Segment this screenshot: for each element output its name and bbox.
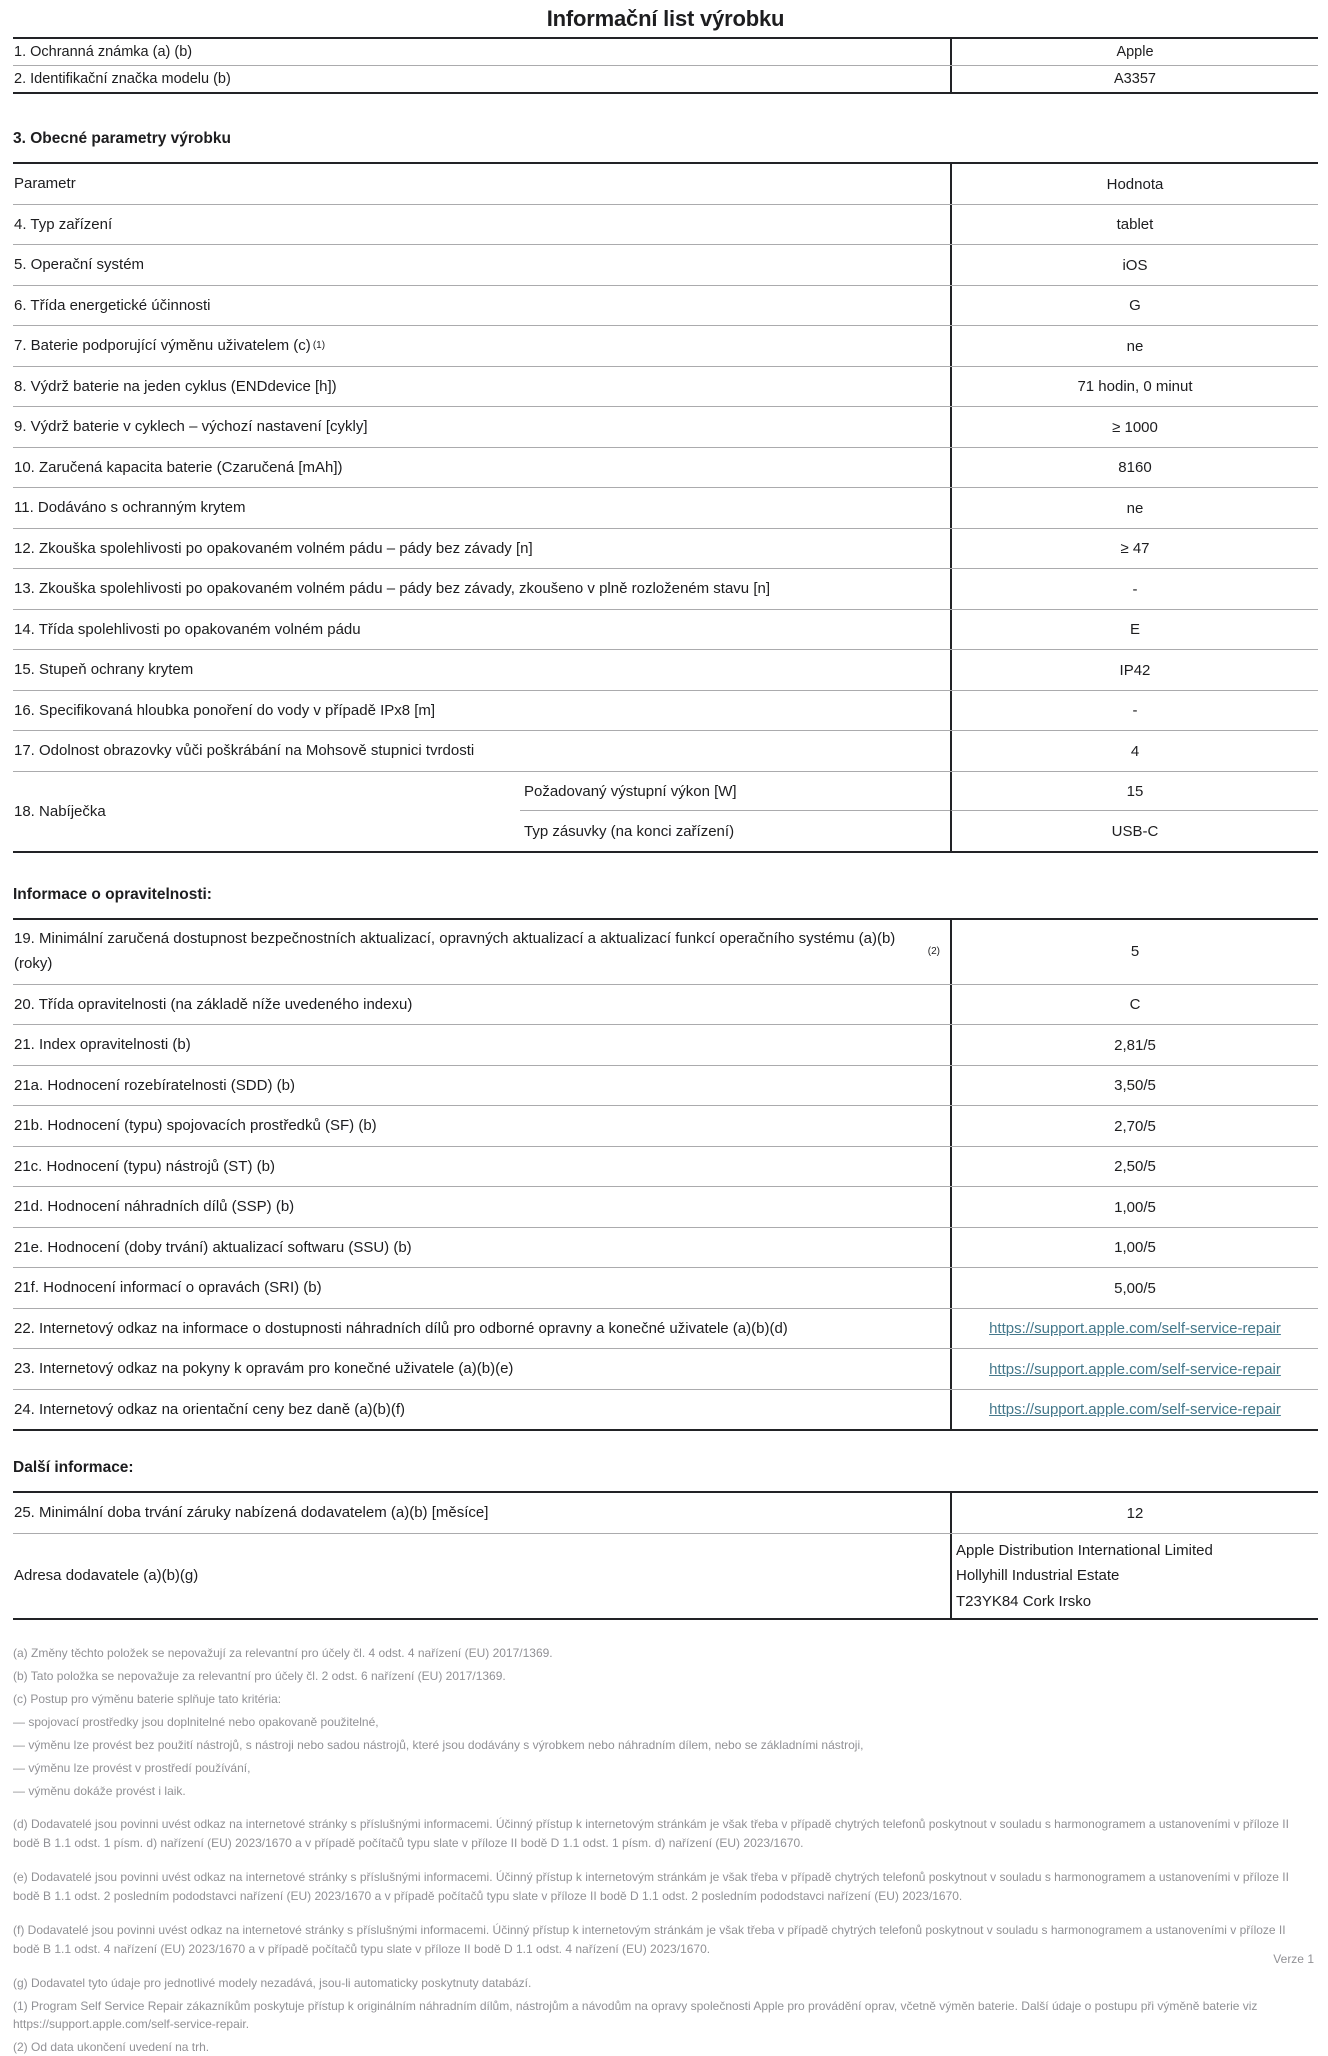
row-value: ≥ 47 [950,529,1318,569]
row-value: 2,81/5 [950,1025,1318,1065]
table-row [13,1227,1318,1268]
row-label: 21b. Hodnocení (typu) spojovacích prostředků (SF) (b) [14,1117,377,1135]
table-row [13,528,1318,569]
self-service-repair-link[interactable]: https://support.apple.com/self-service-repair [989,1401,1281,1419]
table-row [13,1348,1318,1389]
page-title: Informační list výrobku [546,6,785,31]
row-label: 17. Odolnost obrazovky vůči poškrábání na Mohsově stupnici tvrdosti [14,742,475,760]
table-row-charger [13,771,1318,851]
footnote-a: (a) Změny těchto položek se nepovažují za relevantní pro účely čl. 4 odst. 4 nařízení (EU) 2017/1369. [13,1646,553,1661]
row-label: 21c. Hodnocení (typu) nástrojů (ST) (b) [14,1157,275,1175]
row-value: - [950,691,1318,731]
row-label: 20. Třída opravitelnosti (na základě níže uvedeného indexu) [14,995,413,1013]
self-service-repair-link[interactable]: https://support.apple.com/self-service-repair [989,1360,1281,1378]
table-row-supplier-address [13,1533,1318,1619]
self-service-repair-link[interactable]: https://support.apple.com/self-service-repair [989,1320,1281,1338]
row-label: 22. Internetový odkaz na informace o dostupnosti náhradních dílů pro odborné opravny a konečné uživatele (a)(b)(d) [14,1319,788,1337]
table-row [13,920,1318,984]
table-row [13,285,1318,326]
section-heading-general: 3. Obecné parametry výrobku [13,130,231,148]
row-label: 16. Specifikovaná hloubka ponoření do vody v případě IPx8 [m] [14,701,436,719]
table-row [13,65,1318,92]
row-label: 11. Dodáváno s ochranným krytem [14,499,246,517]
row-value: 1,00/5 [950,1228,1318,1268]
table-header-row [13,164,1318,204]
table-row [13,487,1318,528]
charger-sub-value: USB-C [950,811,1318,851]
row-label: 10. Zaručená kapacita baterie (Czaručená [mAh]) [14,458,343,476]
row-value: ≥ 1000 [950,407,1318,447]
table-row [13,1493,1318,1533]
row-value: - [950,569,1318,609]
row-value: 1,00/5 [950,1187,1318,1227]
table-row [13,690,1318,731]
supplier-address-line: Hollyhill Industrial Estate [955,1567,1120,1585]
table-row [13,204,1318,245]
footnote-1: (1) Program Self Service Repair zákazníkům poskytuje přístup k originálním náhradním dílům, nástrojům a návodům na opravy společnosti Apple pro provádění oprav, včetně výměn baterie. Další údaje o postupu při výměně baterie viz https://support.apple.com/self-service-repair. [13,1999,1258,2032]
supplier-address-line: Apple Distribution International Limited [955,1541,1213,1559]
table-row [13,1024,1318,1065]
table-row [13,366,1318,407]
general-parameters-table [13,162,1318,853]
section-heading-additional: Další informace: [13,1459,134,1477]
identification-table [13,37,1318,94]
table-row [13,1186,1318,1227]
row-value: C [950,985,1318,1025]
footnote-e: (e) Dodavatelé jsou povinni uvést odkaz na internetové stránky s příslušnými informacemi. Účinný přístup k internetovým stránkám je však třeba v případě chytrých telefonů poskytnout v souladu s harmonogramem a ustanoveními v příloze II bodě B 1.1 odst. 2 posledním pododstavci nařízení (EU) 2023/1670 a v případě počítačů typu slate v příloze II bodě D 1.1 odst. 2 posledním pododstavci nařízení (EU) 2023/1670. [13,1870,1289,1904]
row-value: ne [950,488,1318,528]
footnote-c-item: — spojovací prostředky jsou doplnitelné nebo opakovaně použitelné, [13,1715,379,1730]
row-value: IP42 [950,650,1318,690]
table-row [13,649,1318,690]
footnote-c: (c) Postup pro výměnu baterie splňuje tato kritéria: [13,1692,282,1707]
row-value: 3,50/5 [950,1066,1318,1106]
row-label: 7. Baterie podporující výměnu uživatelem (c) (1) [13,326,950,366]
table-row [13,1389,1318,1430]
row-label: 21. Index opravitelnosti (b) [14,1036,191,1054]
row-label: 12. Zkouška spolehlivosti po opakovaném volném pádu – pády bez závady [n] [14,539,533,557]
footnote-c-item: — výměnu dokáže provést i laik. [13,1784,186,1799]
footnotes-section [13,1644,1318,2056]
table-row [13,1146,1318,1187]
row-value: 2,50/5 [950,1147,1318,1187]
row-label: 18. Nabíječka [14,802,106,820]
row-value: 12 [950,1493,1318,1533]
row-value: 8160 [950,448,1318,488]
row-label: 5. Operační systém [14,256,145,274]
row-value: tablet [950,205,1318,245]
row-value: 2,70/5 [950,1106,1318,1146]
row-value: iOS [950,245,1318,285]
row-value: E [950,610,1318,650]
table-row [13,1308,1318,1349]
row-label: 9. Výdrž baterie v cyklech – výchozí nastavení [cykly] [14,418,368,436]
table-row [13,984,1318,1025]
table-row [13,406,1318,447]
column-header-value: Hodnota [950,164,1318,204]
row-value: ne [950,326,1318,366]
row-label: 2. Identifikační značka modelu (b) [14,70,231,87]
footnote-b: (b) Tato položka se nepovažuje za relevantní pro účely čl. 2 odst. 6 nařízení (EU) 2017/1369. [13,1669,506,1684]
table-row [13,568,1318,609]
table-row [13,325,1318,366]
table-row [13,244,1318,285]
row-value: G [950,286,1318,326]
charger-sub-value: 15 [950,772,1318,812]
version-label: Verze 1 [1273,1952,1314,1966]
row-value: 71 hodin, 0 minut [950,367,1318,407]
footnote-f: (f) Dodavatelé jsou povinni uvést odkaz na internetové stránky s příslušnými informacemi. Účinný přístup k internetovým stránkám je však třeba v případě chytrých telefonů poskytnout v souladu s harmonogramem a ustanoveními v příloze II bodě B 1.1 odst. 4 nařízení (EU) 2023/1670 a v případě počítačů typu slate v příloze II bodě D 1.1 odst. 4 nařízení (EU) 2023/1670. [13,1923,1286,1957]
supplier-address [950,1534,1318,1619]
row-label-text: 7. Baterie podporující výměnu uživatelem (c) [14,337,311,355]
row-label: 25. Minimální doba trvání záruky nabízená dodavatelem (a)(b) [měsíce] [14,1504,489,1522]
row-label-text: 19. Minimální zaručená dostupnost bezpečnostních aktualizací, opravných aktualizací a aktualizací funkcí operačního systému (a)(b)(roky) [14,930,896,972]
table-row [13,1267,1318,1308]
footnote-c-item: — výměnu lze provést v prostředí používání, [13,1761,251,1776]
section-heading-repairability: Informace o opravitelnosti: [13,885,212,903]
row-label: 21d. Hodnocení náhradních dílů (SSP) (b) [14,1198,295,1216]
footnote-c-item: — výměnu lze provést bez použití nástrojů, s nástroji nebo sadou nástrojů, které jsou dodávány s výrobkem nebo náhradním dílem, nebo se základními nástroji, [13,1738,864,1753]
column-header-parameter: Parametr [14,175,76,193]
charger-sub-label: Typ zásuvky (na konci zařízení) [523,822,735,840]
supplier-address-line: T23YK84 Cork Irsko [955,1592,1092,1610]
repairability-table [13,918,1318,1432]
row-label: 23. Internetový odkaz na pokyny k opravám pro konečné uživatele (a)(b)(e) [14,1360,514,1378]
row-label: 21f. Hodnocení informací o opravách (SRI) (b) [14,1279,322,1297]
table-row [13,1105,1318,1146]
row-label: Adresa dodavatele (a)(b)(g) [14,1567,199,1585]
row-label: 13. Zkouška spolehlivosti po opakovaném volném pádu – pády bez závady, zkoušeno v plně rozloženém stavu [n] [14,580,770,598]
charger-sub-label: Požadovaný výstupní výkon [W] [520,772,950,812]
additional-information-table [13,1491,1318,1620]
table-row [13,609,1318,650]
row-label: 8. Výdrž baterie na jeden cyklus (ENDdevice [h]) [14,377,337,395]
row-value: 4 [950,731,1318,771]
row-value: 5 [950,920,1318,984]
footnote-g: (g) Dodavatel tyto údaje pro jednotlivé modely nezadává, jsou-li automaticky poskytnuty databází. [13,1976,532,1991]
row-value [950,1390,1318,1430]
row-value [950,1309,1318,1349]
row-label: 21e. Hodnocení (doby trvání) aktualizací softwaru (SSU) (b) [14,1238,412,1256]
table-row [13,730,1318,771]
table-row [13,447,1318,488]
row-label: 1. Ochranná známka (a) (b) [14,43,193,60]
row-value [950,1349,1318,1389]
row-label: 14. Třída spolehlivosti po opakovaném volném pádu [14,620,361,638]
footnote-2: (2) Od data ukončení uvedení na trh. [13,2040,210,2055]
row-label: 24. Internetový odkaz na orientační ceny bez daně (a)(b)(f) [14,1400,406,1418]
footnote-d: (d) Dodavatelé jsou povinni uvést odkaz na internetové stránky s příslušnými informacemi. Účinný přístup k internetovým stránkám je však třeba v případě chytrých telefonů poskytnout v souladu s harmonogramem a ustanoveními v příloze II bodě B 1.1 odst. 1 písm. d) nařízení (EU) 2023/1670 a v případě počítačů typu slate v příloze II bodě D 1.1 odst. 1 písm. d) nařízení (EU) 2023/1670. [13,1817,1289,1851]
table-row [13,1065,1318,1106]
row-label: 4. Typ zařízení [14,215,113,233]
table-row [13,39,1318,65]
row-value: 5,00/5 [950,1268,1318,1308]
row-value: Apple [950,39,1318,65]
row-label: 19. Minimální zaručená dostupnost bezpečnostních aktualizací, opravných aktualizací a aktualizací funkcí operačního systému (a)(b)(roky) (2) [13,920,950,984]
row-value: A3357 [950,66,1318,92]
row-label: 6. Třída energetické účinnosti [14,296,211,314]
row-label: 21a. Hodnocení rozebíratelnosti (SDD) (b) [14,1076,295,1094]
row-label: 15. Stupeň ochrany krytem [14,661,194,679]
